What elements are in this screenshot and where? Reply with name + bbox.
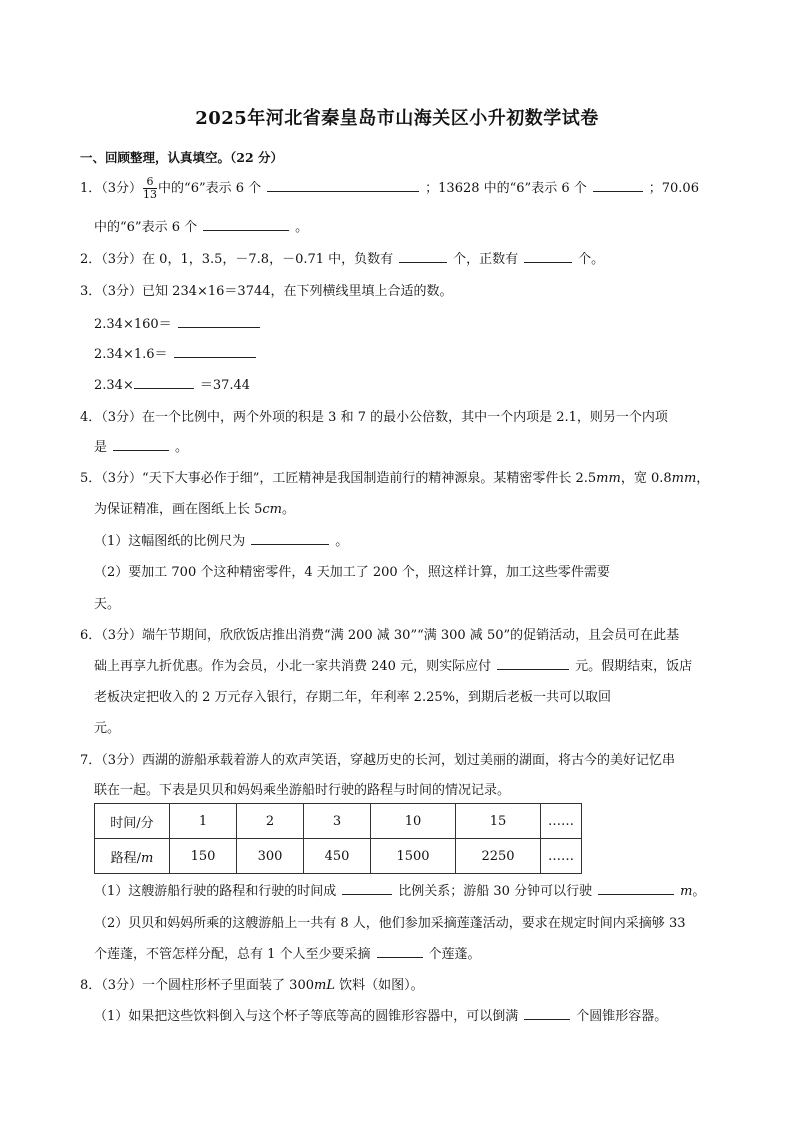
question-4-line-2 [94, 436, 188, 455]
question-7-sub-2-line-1: （2）贝贝和妈妈所乘的这艘游船上一共有 8 人，他们参加采摘莲蓬活动，要求在规定时间内采摘够 33 [94, 916, 686, 931]
table-header-cell [95, 839, 170, 874]
table-cell: …… [541, 839, 582, 874]
question-text: ，宽 0.8 [620, 471, 672, 486]
question-text: 个莲蓬。 [428, 947, 481, 962]
table-cell: …… [541, 804, 582, 839]
question-5-sub-2-end [94, 593, 120, 612]
question-text: ＝37.44 [199, 378, 251, 393]
answer-blank[interactable] [267, 178, 419, 192]
fraction-numerator: 6 [143, 176, 157, 189]
table-label-text: 路程/ [110, 850, 142, 866]
question-4-line-1: 4．（3分）在一个比例中，两个外项的积是 3 和 7 的最小公倍数，其中一个内项是 2.1，则另一个内项 [80, 410, 668, 425]
answer-blank[interactable] [399, 249, 447, 263]
question-8-sub-1 [94, 1005, 667, 1024]
question-text: 2.34×160＝ [94, 317, 172, 332]
question-8-line-1 [80, 974, 424, 993]
question-7-sub-1 [94, 880, 705, 899]
question-number: 1．（3分） [80, 181, 143, 196]
question-text: 2.34× [94, 378, 134, 393]
unit-text: m [680, 884, 693, 899]
question-6-line-2 [94, 655, 692, 674]
answer-blank[interactable] [524, 1006, 570, 1020]
question-3-item-3 [94, 374, 250, 393]
question-6-line-1: 6．（3分）端午节期间，欣欣饭店推出消费“满 200 减 30”“满 300 减 50”的促销活动，且会员可在此基 [80, 628, 680, 643]
question-5-sub-2: （2）要加工 700 个这种精密零件，4 天加工了 200 个，照这样计算，加工这些零件需要 [94, 565, 610, 580]
question-text: 为保证精准，画在图纸上长 5 [94, 502, 263, 517]
question-text: 5．（3分）“天下大事必作于细”，工匠精神是我国制造前行的精神源泉。某精密零件长 2.5 [80, 471, 597, 486]
fraction [143, 176, 157, 201]
table-cell: 15 [456, 804, 541, 839]
question-text: 。 [692, 884, 706, 899]
question-text: （1）如果把这些饮料倒入与这个杯子等底等高的圆锥形容器中，可以倒满 [94, 1009, 519, 1024]
question-text: 比例关系；游船 30 分钟可以行驶 [398, 884, 593, 899]
table-cell: 300 [237, 839, 304, 874]
question-text: 元。假期结束，饭店 [575, 659, 693, 674]
question-text: 个，正数有 [453, 252, 519, 267]
table-cell: 150 [170, 839, 237, 874]
table-cell: 10 [371, 804, 456, 839]
answer-blank[interactable] [377, 944, 423, 958]
answer-blank[interactable] [203, 217, 289, 231]
table-cell: 450 [304, 839, 371, 874]
table-cell: 3 [304, 804, 371, 839]
question-text: （1）这幅图纸的比例尺为 [94, 534, 246, 549]
answer-blank[interactable] [593, 178, 643, 192]
table-row [95, 839, 582, 874]
question-text: 2.34×1.6＝ [94, 347, 168, 362]
answer-blank[interactable] [251, 531, 329, 545]
question-5-sub-1 [94, 530, 348, 549]
question-3-item-1 [94, 313, 266, 332]
question-5-line-1 [80, 467, 709, 486]
question-text: 个莲蓬，不管怎样分配，总有 1 个人至少要采摘 [94, 947, 371, 962]
table-row [95, 804, 582, 839]
question-7-sub-2-line-2 [94, 943, 481, 962]
question-text: ， [696, 471, 710, 486]
table-cell: 1500 [371, 839, 456, 874]
answer-blank[interactable] [178, 314, 260, 328]
answer-blank[interactable] [134, 375, 194, 389]
answer-blank[interactable] [113, 437, 169, 451]
question-3-item-2 [94, 343, 262, 362]
exam-title: 2025年河北省秦皇岛市山海关区小升初数学试卷 [195, 108, 599, 129]
unit-text: cm [262, 502, 283, 517]
table-cell: 2250 [456, 839, 541, 874]
unit-text: m [141, 850, 154, 866]
question-text: 。 [282, 502, 296, 517]
question-text: 2．（3分）在 0，1，3.5，－7.8，－0.71 中，负数有 [80, 252, 394, 267]
record-table [94, 803, 582, 874]
answer-blank[interactable] [497, 656, 569, 670]
question-text: ；13628 中的“6”表示 6 个 [425, 181, 587, 196]
question-3: 3．（3分）已知 234×16＝3744，在下列横线里填上合适的数。 [80, 284, 453, 299]
question-text: 础上再享九折优惠。作为会员，小北一家共消费 240 元，则实际应付 [94, 659, 492, 674]
question-text: 。 [175, 440, 189, 455]
question-7-line-2: 联在一起。下表是贝贝和妈妈乘坐游船时行驶的路程与时间的情况记录。 [94, 783, 511, 798]
question-text: 。 [335, 534, 349, 549]
answer-blank[interactable] [342, 881, 392, 895]
question-6-line-4: 元。 [94, 721, 121, 736]
question-text: 饮料（如图）。 [334, 978, 424, 993]
question-text: 个。 [578, 252, 605, 267]
section-heading: 一、回顾整理，认真填空。（22 分） [80, 150, 283, 165]
answer-blank[interactable] [524, 249, 572, 263]
question-text: ；70.06 [648, 181, 699, 196]
question-1-line-2 [94, 216, 308, 235]
answer-blank[interactable] [174, 344, 256, 358]
question-2 [80, 248, 604, 267]
table-cell: 1 [170, 804, 237, 839]
unit-text: mL [314, 978, 335, 993]
answer-blank[interactable] [598, 881, 674, 895]
table-header-cell: 时间/分 [95, 804, 170, 839]
question-text: 个圆锥形容器。 [576, 1009, 668, 1024]
question-6-line-3: 老板决定把收入的 2 万元存入银行，存期二年，年利率 2.25%，到期后老板一共可以取回 [94, 690, 611, 705]
question-1-line-1 [80, 176, 699, 201]
question-text: 中的“6”表示 6 个 [94, 220, 198, 235]
question-text: 是 [94, 440, 108, 455]
question-text: 中的“6”表示 6 个 [158, 181, 262, 196]
table-cell: 2 [237, 804, 304, 839]
question-text: （1）这艘游船行驶的路程和行驶的时间成 [94, 884, 337, 899]
question-text: 8．（3分）一个圆柱形杯子里面装了 300 [80, 978, 314, 993]
unit-text: mm [596, 471, 621, 486]
question-text: 。 [295, 220, 309, 235]
unit-text: mm [671, 471, 697, 486]
fraction-denominator: 13 [143, 188, 158, 201]
question-5-line-2 [94, 498, 295, 517]
question-text: 天。 [94, 597, 121, 612]
question-7-line-1: 7．（3分）西湖的游船承载着游人的欢声笑语，穿越历史的长河，划过美丽的湖面，将古今的美好记忆串 [80, 753, 676, 768]
